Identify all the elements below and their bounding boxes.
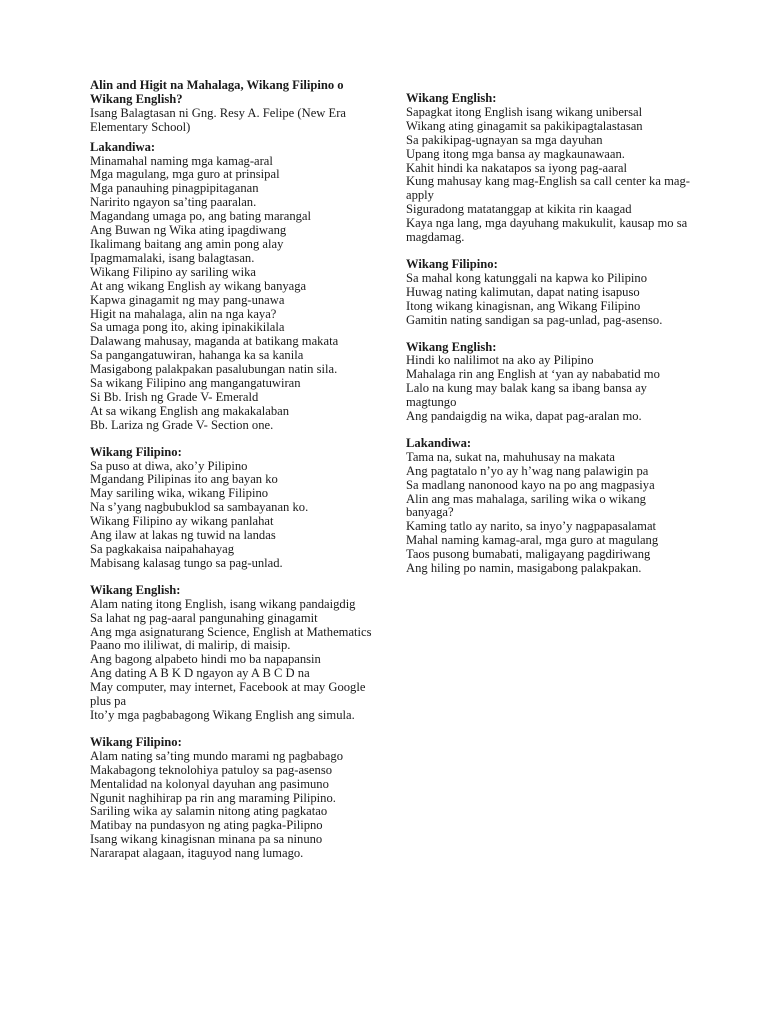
speaker-heading: Lakandiwa: bbox=[90, 139, 156, 154]
verse-line: Sa puso at diwa, ako’y Pilipino bbox=[90, 458, 248, 473]
stanza bbox=[90, 446, 380, 571]
verse-line: Nararapat alagaan, itaguyod nang lumago. bbox=[90, 846, 304, 861]
verse-line: Mgandang Pilipinas ito ang bayan ko bbox=[90, 472, 278, 487]
speaker-heading: Wikang English: bbox=[406, 339, 497, 354]
verse-line: Siguradong matatanggap at kikita rin kaagad bbox=[406, 202, 632, 217]
verse-line: Sa mahal kong katunggali na kapwa ko Pilipino bbox=[406, 270, 647, 285]
verse-line: Kapwa ginagamit ng may pang-unawa bbox=[90, 292, 285, 307]
verse-line: Ito’y mga pagbabagong Wikang English ang simula. bbox=[90, 707, 355, 722]
stanza bbox=[406, 92, 696, 245]
verse-line: Mabisang kalasag tungo sa pag-unlad. bbox=[90, 555, 283, 570]
stanza bbox=[90, 736, 380, 861]
verse-line: Alam nating itong English, isang wikang pandaigdig bbox=[90, 596, 356, 611]
verse-line: Dalawang mahusay, maganda at batikang makata bbox=[90, 334, 339, 349]
verse-line: Ang bagong alpabeto hindi mo ba napapansin bbox=[90, 652, 321, 667]
verse-line: Sa umaga pong ito, aking ipinakikilala bbox=[90, 320, 285, 335]
document-title: Alin and Higit na Mahalaga, Wikang Filipino o Wikang English? bbox=[90, 78, 344, 106]
verse-line: Naririto ngayon sa’ting paaralan. bbox=[90, 195, 257, 210]
verse-line: Alam nating sa’ting mundo marami ng pagbabago bbox=[90, 748, 343, 763]
verse-line: Wikang Filipino ay wikang panlahat bbox=[90, 514, 274, 529]
verse-line: Alin ang mas mahalaga, sariling wika o wikang banyaga? bbox=[406, 491, 646, 520]
right-sections bbox=[406, 92, 696, 576]
verse-line: Si Bb. Irish ng Grade V- Emerald bbox=[90, 389, 259, 404]
verse-line: Wikang Filipino ay sariling wika bbox=[90, 264, 256, 279]
verse-line: Magandang umaga po, ang bating marangal bbox=[90, 209, 312, 224]
verse-line: Sa lahat ng pag-aaral pangunahing ginagamit bbox=[90, 610, 318, 625]
speaker-heading: Wikang English: bbox=[90, 582, 181, 597]
verse-line: May computer, may internet, Facebook at may Google plus pa bbox=[90, 680, 366, 709]
verse-line: Ang dating A B K D ngayon ay A B C D na bbox=[90, 666, 310, 681]
verse-line: Ang ilaw at lakas ng tuwid na landas bbox=[90, 528, 276, 543]
verse-line: Ikalimang baitang ang amin pong alay bbox=[90, 236, 284, 251]
verse-line: Gamitin nating sandigan sa pag-unlad, pag-asenso. bbox=[406, 312, 663, 327]
stanza bbox=[90, 584, 380, 723]
stanza bbox=[406, 258, 696, 328]
verse-line: Ang mga asignaturang Science, English at Mathematics bbox=[90, 624, 372, 639]
verse-line: At ang wikang English ay wikang banyaga bbox=[90, 278, 307, 293]
speaker-heading: Wikang Filipino: bbox=[90, 734, 182, 749]
stanza bbox=[406, 341, 696, 424]
verse-line: Mga magulang, mga guro at prinsipal bbox=[90, 167, 280, 182]
verse-line: May sariling wika, wikang Filipino bbox=[90, 486, 269, 501]
verse-line: Makabagong teknolohiya patuloy sa pag-asenso bbox=[90, 762, 333, 777]
verse-line: Ipagmamalaki, isang balagtasan. bbox=[90, 250, 255, 265]
document-subtitle: Isang Balagtasan ni Gng. Resy A. Felipe (New Era Elementary School) bbox=[90, 105, 347, 134]
verse-line: Minamahal naming mga kamag-aral bbox=[90, 153, 273, 168]
speaker-heading: Wikang Filipino: bbox=[90, 444, 182, 459]
verse-line: Ang pagtatalo n’yo ay h’wag nang palawigin pa bbox=[406, 463, 649, 478]
verse-line: Ngunit naghihirap pa rin ang maraming Pilipino. bbox=[90, 790, 336, 805]
verse-line: Tama na, sukat na, mahuhusay na makata bbox=[406, 449, 615, 464]
verse-line: Sa pangangatuwiran, hahanga ka sa kanila bbox=[90, 348, 304, 363]
verse-line: Hindi ko nalilimot na ako ay Pilipino bbox=[406, 353, 594, 368]
verse-line: Higit na mahalaga, alin na nga kaya? bbox=[90, 306, 277, 321]
verse-line: Mahal naming kamag-aral, mga guro at magulang bbox=[406, 533, 659, 548]
speaker-heading: Wikang Filipino: bbox=[406, 256, 498, 271]
right-column bbox=[406, 92, 696, 589]
verse-line: Sariling wika ay salamin nitong ating pagkatao bbox=[90, 804, 328, 819]
verse-line: Mahalaga rin ang English at ‘yan ay nababatid mo bbox=[406, 367, 660, 382]
verse-line: Sapagkat itong English isang wikang unibersal bbox=[406, 104, 643, 119]
verse-line: Ang pandaigdig na wika, dapat pag-aralan mo. bbox=[406, 409, 642, 424]
verse-line: Sa madlang nanonood kayo na po ang magpasiya bbox=[406, 477, 655, 492]
verse-line: Sa pakikipag-ugnayan sa mga dayuhan bbox=[406, 132, 603, 147]
verse-line: Wikang ating ginagamit sa pakikipagtalastasan bbox=[406, 118, 643, 133]
speaker-heading: Lakandiwa: bbox=[406, 435, 472, 450]
verse-line: Bb. Lariza ng Grade V- Section one. bbox=[90, 417, 274, 432]
verse-line: Na s’yang nagbubuklod sa sambayanan ko. bbox=[90, 500, 309, 515]
stanza bbox=[90, 141, 380, 433]
left-column bbox=[90, 79, 380, 874]
verse-line: Sa pagkakaisa naipahahayag bbox=[90, 542, 235, 556]
verse-line: Huwag nating kalimutan, dapat nating isapuso bbox=[406, 284, 640, 299]
verse-line: At sa wikang English ang makakalaban bbox=[90, 403, 289, 418]
verse-line: Mga panauhing pinagpipitaganan bbox=[90, 181, 259, 196]
verse-line: Matibay na pundasyon ng ating pagka-Pilipno bbox=[90, 818, 323, 833]
verse-line: Ang hiling po namin, masigabong palakpakan. bbox=[406, 561, 642, 576]
verse-line: Masigabong palakpakan pasalubungan natin sila. bbox=[90, 362, 338, 377]
verse-line: Kaya nga lang, mga dayuhang makukulit, kausap mo sa magdamag. bbox=[406, 216, 688, 245]
speaker-heading: Wikang English: bbox=[406, 91, 497, 105]
verse-line: Kaming tatlo ay narito, sa inyo’y nagpapasalamat bbox=[406, 519, 657, 534]
verse-line: Sa wikang Filipino ang mangangatuwiran bbox=[90, 376, 301, 391]
verse-line: Mentalidad na kolonyal dayuhan ang pasimuno bbox=[90, 776, 329, 791]
verse-line: Kung mahusay kang mag-English sa call center ka mag-apply bbox=[406, 174, 690, 203]
verse-line: Paano mo ililiwat, di malirip, di maisip. bbox=[90, 638, 291, 653]
stanza bbox=[406, 437, 696, 576]
verse-line: Taos pusong bumabati, maligayang pagdiriwang bbox=[406, 547, 651, 562]
left-sections bbox=[90, 141, 380, 861]
verse-line: Upang itong mga bansa ay magkaunawaan. bbox=[406, 146, 625, 161]
verse-line: Isang wikang kinagisnan minana pa sa ninuno bbox=[90, 832, 323, 847]
verse-line: Itong wikang kinagisnan, ang Wikang Filipino bbox=[406, 298, 641, 313]
verse-line: Lalo na kung may balak kang sa ibang bansa ay magtungo bbox=[406, 381, 647, 410]
verse-line: Kahit hindi ka nakatapos sa iyong pag-aaral bbox=[406, 160, 628, 175]
verse-line: Ang Buwan ng Wika ating ipagdiwang bbox=[90, 223, 287, 238]
